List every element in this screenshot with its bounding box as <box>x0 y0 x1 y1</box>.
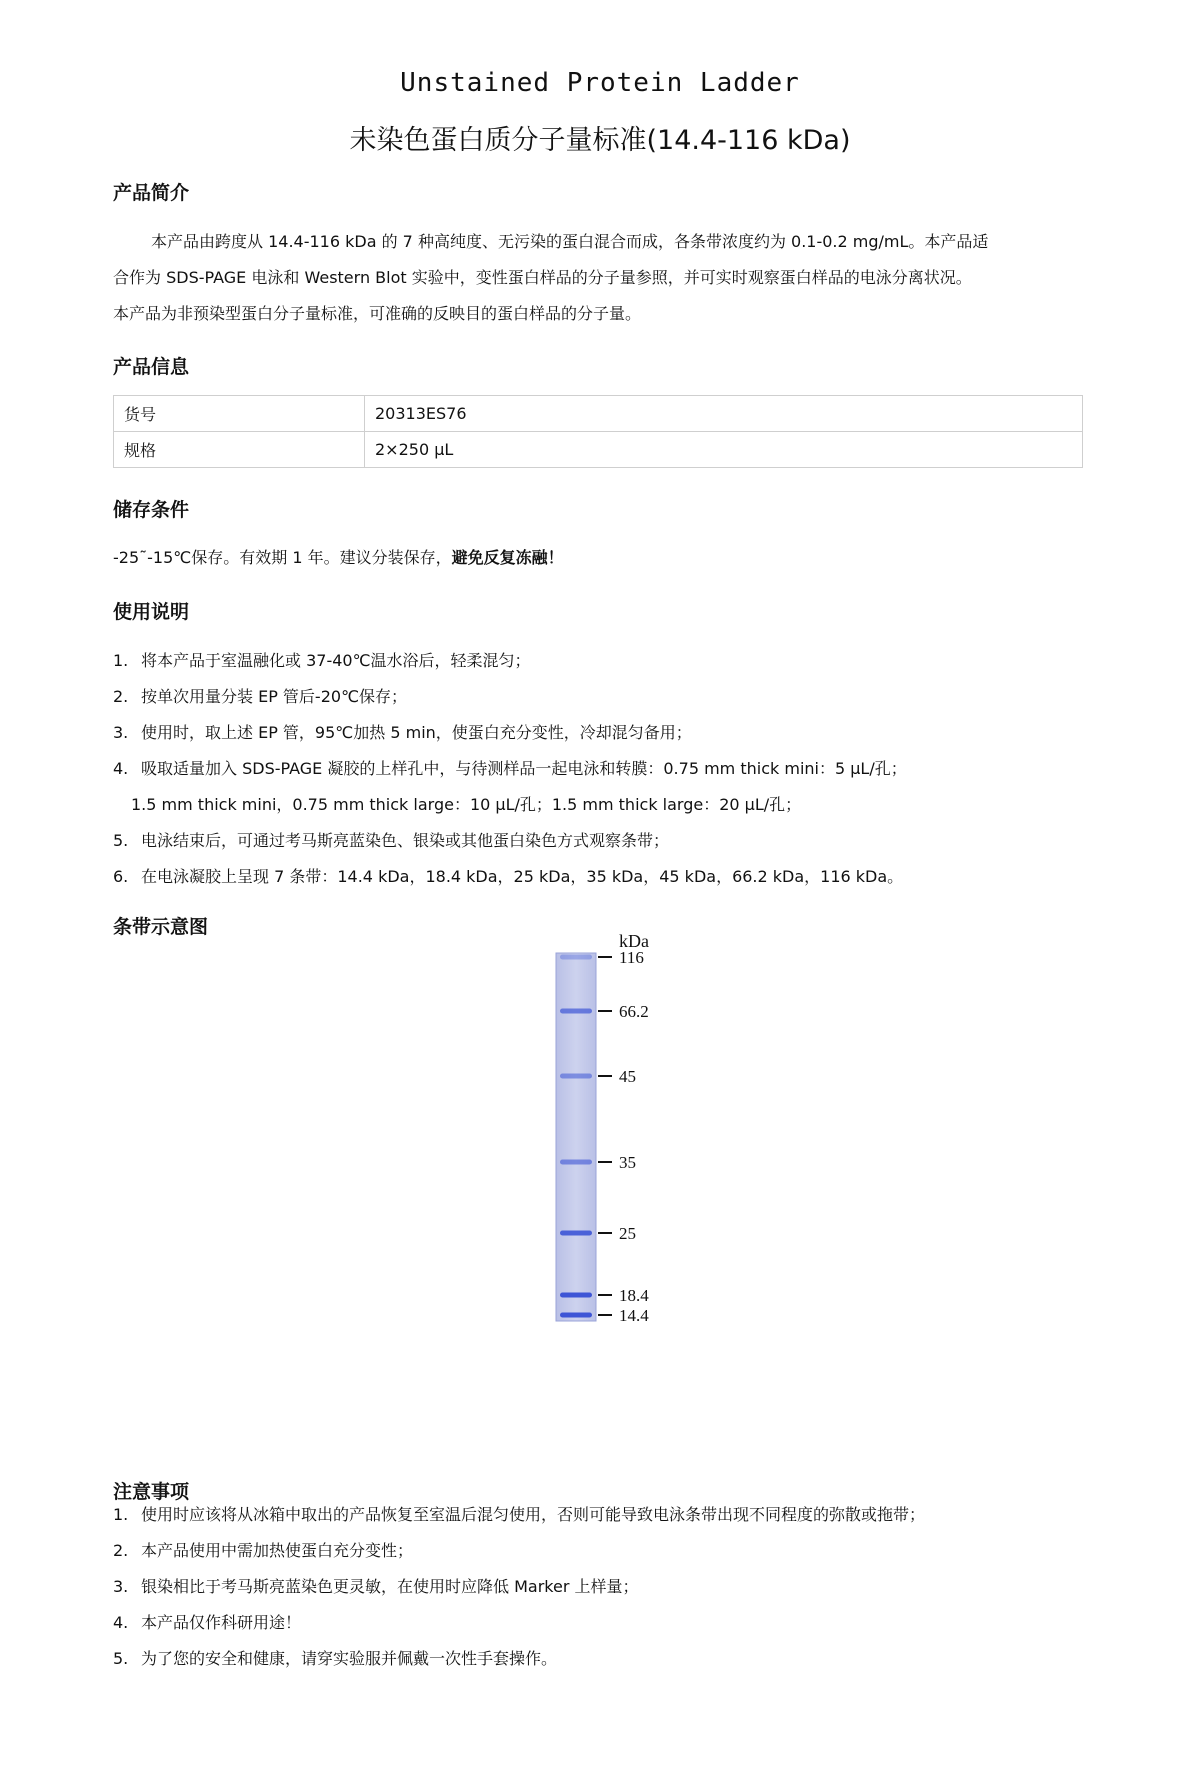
storage-heading: 储存条件 <box>113 499 190 521</box>
info-key-spec: 规格 <box>114 432 365 468</box>
intro-line-1: 本产品由跨度从 14.4-116 kDa 的 7 种高纯度、无污染的蛋白混合而成，各条带浓度约为 0.1-0.2 mg/mL。本产品适 <box>151 232 989 251</box>
notes-heading: 注意事项 <box>113 1481 190 1503</box>
list-item-continuation <box>113 787 1093 823</box>
storage-bold: 避免反复冻融！ <box>451 548 564 567</box>
list-text: 本产品使用中需加热使蛋白充分变性； <box>141 1541 414 1560</box>
info-key-catalog: 货号 <box>114 396 365 432</box>
gel-band-66.2 <box>560 1009 592 1014</box>
list-text: 按单次用量分装 EP 管后-20℃保存； <box>141 687 408 706</box>
band-label: 66.2 <box>619 1002 649 1021</box>
info-value-catalog: 20313ES76 <box>365 396 1083 432</box>
list-text: 在电泳凝胶上呈现 7 条带：14.4 kDa，18.4 kDa，25 kDa，35 kDa，45 kDa，66.2 kDa，116 kDa。 <box>141 867 904 886</box>
diagram-heading: 条带示意图 <box>113 916 209 938</box>
usage-heading: 使用说明 <box>113 601 190 623</box>
band-label: 14.4 <box>619 1306 649 1325</box>
list-number: 3. <box>113 1577 129 1596</box>
intro-heading: 产品简介 <box>113 182 190 204</box>
list-item <box>113 679 1093 715</box>
list-text: 本产品仅作科研用途！ <box>141 1613 302 1632</box>
band-label: 18.4 <box>619 1286 649 1305</box>
storage-text <box>113 540 1083 576</box>
list-item <box>113 1641 1093 1677</box>
info-heading: 产品信息 <box>113 356 190 378</box>
list-number: 5. <box>113 1649 129 1668</box>
usage-list <box>113 643 1093 895</box>
intro-line-2: 合作为 SDS-PAGE 电泳和 Western Blot 实验中，变性蛋白样品的分子量参照，并可实时观察蛋白样品的电泳分离状况。 <box>113 268 972 287</box>
table-row <box>114 432 1083 468</box>
list-number: 6. <box>113 867 129 886</box>
list-number: 1. <box>113 1505 129 1524</box>
notes-list <box>113 1497 1093 1677</box>
list-text: 使用时应该将从冰箱中取出的产品恢复至室温后混匀使用，否则可能导致电泳条带出现不同程度的弥散或拖带； <box>141 1505 926 1524</box>
gel-image <box>540 925 720 1345</box>
list-text: 将本产品于室温融化或 37-40℃温水浴后，轻柔混匀； <box>141 651 531 670</box>
gel-lane <box>556 953 596 1321</box>
list-number: 4. <box>113 1613 129 1632</box>
list-text: 吸取适量加入 SDS-PAGE 凝胶的上样孔中，与待测样品一起电泳和转膜：0.75 mm thick mini：5 μL/孔； <box>141 759 907 778</box>
gel-band-14.4 <box>560 1313 592 1318</box>
band-diagram <box>540 925 720 1345</box>
list-number: 2. <box>113 1541 129 1560</box>
storage-normal: -25˜-15℃保存。有效期 1 年。建议分装保存， <box>113 548 452 567</box>
intro-line-3: 本产品为非预染型蛋白分子量标准，可准确的反映目的蛋白样品的分子量。 <box>113 304 642 323</box>
band-label: 116 <box>619 948 644 967</box>
title-english: Unstained Protein Ladder <box>400 68 800 98</box>
band-label: 25 <box>619 1224 636 1243</box>
gel-band-35 <box>560 1160 592 1165</box>
list-item <box>113 1605 1093 1641</box>
list-number: 4. <box>113 759 129 778</box>
list-number: 5. <box>113 831 129 850</box>
list-item <box>113 751 1093 787</box>
gel-band-18.4 <box>560 1293 592 1298</box>
list-item <box>113 1569 1093 1605</box>
list-text: 为了您的安全和健康，请穿实验服并佩戴一次性手套操作。 <box>141 1649 558 1668</box>
intro-paragraph <box>113 224 1083 332</box>
info-value-spec: 2×250 μL <box>365 432 1083 468</box>
list-item <box>113 715 1093 751</box>
list-number: 1. <box>113 651 129 670</box>
info-table <box>113 395 1083 468</box>
list-number: 2. <box>113 687 129 706</box>
list-number: 3. <box>113 723 129 742</box>
band-label: 35 <box>619 1153 636 1172</box>
table-row <box>114 396 1083 432</box>
list-item <box>113 1497 1093 1533</box>
gel-band-25 <box>560 1231 592 1236</box>
list-text: 银染相比于考马斯亮蓝染色更灵敏，在使用时应降低 Marker 上样量； <box>141 1577 639 1596</box>
title-chinese: 未染色蛋白质分子量标准(14.4-116 kDa) <box>349 125 851 156</box>
list-item <box>113 1533 1093 1569</box>
gel-band-116 <box>560 955 592 960</box>
unit-label: kDa <box>619 931 649 951</box>
gel-band-45 <box>560 1074 592 1079</box>
list-item <box>113 643 1093 679</box>
band-label: 45 <box>619 1067 636 1086</box>
list-text: 使用时，取上述 EP 管，95℃加热 5 min，使蛋白充分变性，冷却混匀备用； <box>141 723 692 742</box>
list-text: 1.5 mm thick mini，0.75 mm thick large：10 μL/孔；1.5 mm thick large：20 μL/孔； <box>131 795 802 814</box>
list-text: 电泳结束后，可通过考马斯亮蓝染色、银染或其他蛋白染色方式观察条带； <box>141 831 670 850</box>
list-item <box>113 859 1093 895</box>
list-item <box>113 823 1093 859</box>
